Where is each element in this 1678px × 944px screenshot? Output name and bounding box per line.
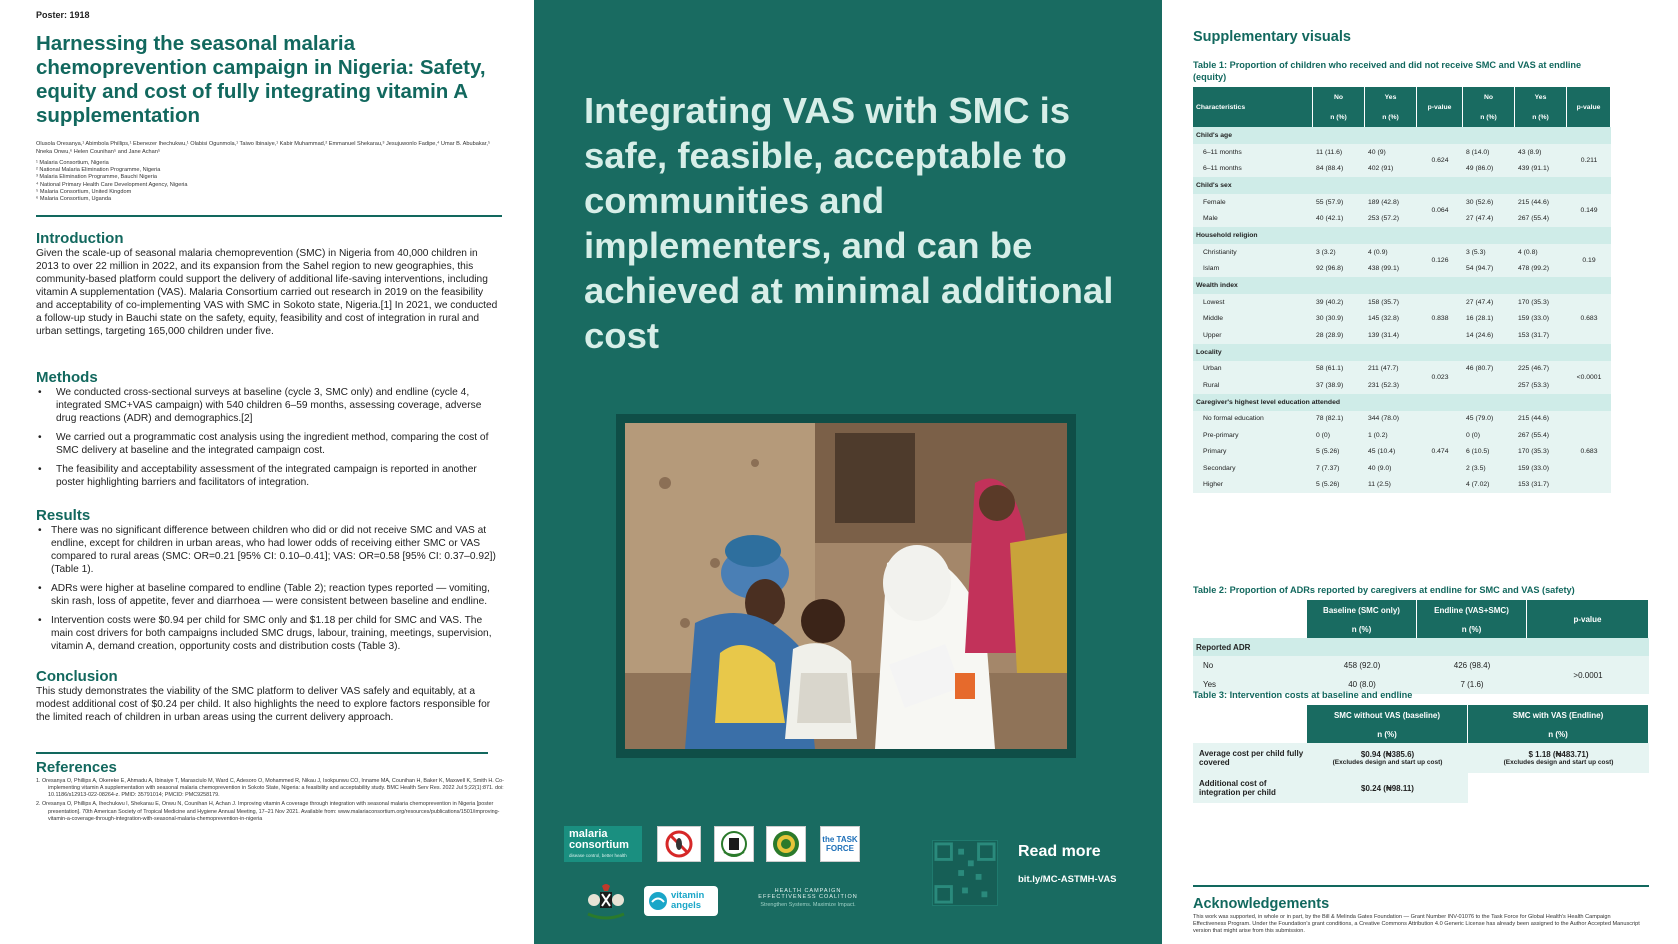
introduction-text: Given the scale-up of seasonal malaria chemoprevention (SMC) in Nigeria from 40,000 children in 2013 to over 22 million in 2022, and its expansion from the Sahel region to new geographies, this community-based platform could support the delivery of additional life-saving interventions, including vitamin A supplementation (VAS). Malaria Consortium carried out research in 2019 on the feasibility and acceptability of co-implementing VAS with SMC in Sokoto state, Nigeria.[1] In 2021, we conducted a follow-up study in Bauchi state on the safety, equity, feasibility and cost of integration in rural and urban settings, targeting 165,000 children under five.: [36, 248, 498, 338]
qr-code[interactable]: [932, 840, 998, 906]
row-label: Upper: [1203, 331, 1222, 339]
table-cell: 58 (61.1): [1316, 365, 1344, 373]
table-cell: 159 (33.0): [1518, 464, 1549, 472]
equity-table-body: [1193, 127, 1611, 493]
affiliation: ³ Malaria Elimination Programme, Bauchi Nigeria: [36, 174, 157, 181]
table-row: [1193, 361, 1611, 378]
reference-list: [36, 778, 506, 823]
table-cell: 5 (5.26): [1316, 448, 1340, 456]
table-cell: 211 (47.7): [1368, 365, 1399, 373]
table-cell: 5 (5.26): [1316, 481, 1340, 489]
left-column: [0, 0, 534, 944]
table-cell: 231 (52.3): [1368, 381, 1399, 389]
affiliation: ⁴ National Primary Health Care Development Agency, Nigeria: [36, 181, 188, 188]
results-list: [36, 524, 506, 653]
table-row: [1193, 327, 1611, 344]
row-label: Middle: [1203, 315, 1224, 323]
malaria-consortium-logo: malaria consortium disease control, better health: [564, 826, 642, 862]
table-cell: 46 (80.7): [1466, 365, 1494, 373]
col-subheader: n (%): [1365, 108, 1417, 127]
crest-icon: [720, 830, 748, 858]
results-item: • ADRs were higher at baseline compared to endline (Table 2); reaction types reported — vomiting, skin rash, loss of appetite, fever and diarrhoea — were consistent between baseline and endline.: [36, 582, 506, 608]
col-header: p-value: [1527, 600, 1649, 638]
nphcda-logo: [766, 826, 806, 862]
table-cell: 30 (52.6): [1466, 198, 1494, 206]
p-value-cell: 0.19: [1582, 257, 1596, 264]
table-row: [1193, 311, 1611, 328]
table-cell: 78 (82.1): [1316, 415, 1344, 423]
table-cell: 30 (30.9): [1316, 315, 1344, 323]
table-cell: 49 (86.0): [1466, 165, 1494, 173]
row-label: Islam: [1203, 265, 1220, 273]
col-header: Yes: [1365, 87, 1417, 108]
task-force-logo: the TASK FORCE: [820, 826, 860, 862]
table-row: [1193, 411, 1611, 428]
row-label: Primary: [1203, 448, 1227, 456]
row-label: Male: [1203, 215, 1218, 223]
col-header: Yes: [1515, 87, 1567, 108]
table-cell: 426 (98.4): [1453, 661, 1491, 670]
table-row: [1193, 427, 1611, 444]
table-cell: 27 (47.4): [1466, 215, 1494, 223]
table-cell: 4 (7.02): [1466, 481, 1490, 489]
col-subheader: n (%): [1307, 725, 1468, 743]
table-cell: 153 (31.7): [1518, 331, 1549, 339]
key-message: Integrating VAS with SMC is safe, feasible, acceptable to communities and implementers, and can be achieved at minimal additional cost: [584, 90, 1114, 356]
table-cell: 0 (0): [1466, 431, 1480, 439]
table-row: [1193, 161, 1611, 178]
row-label: Pre-primary: [1203, 431, 1239, 439]
table-row: [1193, 294, 1611, 311]
col-subheader: n (%): [1417, 620, 1527, 638]
divider: [1193, 885, 1649, 887]
table-cell: 253 (57.2): [1368, 215, 1399, 223]
affiliation: ⁶ Malaria Consortium, Uganda: [36, 196, 112, 203]
group-label: Reported ADR: [1196, 642, 1251, 652]
table-row: [1193, 211, 1611, 228]
table-row: [1193, 477, 1611, 494]
supplementary-heading: Supplementary visuals: [1193, 29, 1351, 45]
row-label: Female: [1203, 198, 1226, 206]
references-heading: References: [36, 758, 117, 776]
no-malaria-logo: [657, 826, 701, 862]
table-cell: 170 (35.3): [1518, 298, 1549, 306]
group-row: [1193, 277, 1611, 294]
p-value-cell: 0.023: [1431, 373, 1449, 381]
table-cell: 92 (96.8): [1316, 265, 1344, 273]
group-row: [1193, 344, 1611, 361]
table-row: [1193, 144, 1611, 161]
table-cell: 267 (55.4): [1518, 431, 1549, 439]
table-cell: 458 (92.0): [1343, 661, 1381, 670]
affiliation: ¹ Malaria Consortium, Nigeria: [36, 160, 109, 166]
table-row: [1193, 194, 1611, 211]
methods-item: • The feasibility and acceptability assessment of the integrated campaign is reported in another poster highlighting barriers and facilitators of integration.: [36, 463, 504, 489]
col-subheader: n (%): [1313, 108, 1365, 127]
table-cell: 39 (40.2): [1316, 298, 1344, 306]
p-value-cell: 0.126: [1431, 257, 1449, 264]
blank-cell: [1193, 725, 1307, 743]
table-cell: 45 (10.4): [1368, 448, 1396, 456]
row-label: Average cost per child fully covered: [1199, 749, 1304, 767]
equity-table: [1193, 87, 1611, 493]
table-cell: 4 (0.8): [1518, 248, 1538, 256]
conclusion-text: This study demonstrates the viability of the SMC platform to deliver VAS safely and equitably, at a modest additional cost of $0.24 per child. It also highlights the need to explore factors responsible for the limited reach of children in urban areas using the current delivery approach.: [36, 686, 491, 724]
campaign-photo: [625, 423, 1067, 749]
safety-table: [1193, 600, 1649, 694]
table-cell: [1463, 377, 1515, 394]
col-header: No: [1463, 87, 1515, 108]
table-cell: 267 (55.4): [1518, 215, 1549, 223]
blank-cell: [1193, 705, 1307, 725]
blank-cell: [1193, 620, 1307, 638]
table-cell: 215 (44.6): [1518, 198, 1549, 206]
col-header: No: [1313, 87, 1365, 108]
table-cell: $0.24 (₦98.11): [1361, 783, 1414, 793]
row-label: 6–11 months: [1203, 148, 1242, 156]
col-subheader: n (%): [1515, 108, 1567, 127]
nigeria-crest-logo: [714, 826, 754, 862]
col-header: p-value: [1417, 87, 1463, 127]
table-row: [1193, 377, 1611, 394]
row-label: No formal education: [1203, 415, 1264, 423]
group-label: Child's sex: [1196, 182, 1232, 189]
author-list: Olusola Oresanya,¹ Abimbola Phillips,¹ Ebenezer Ihechukwu,¹ Olabisi Ogunmola,¹ Taiwo Ibinaiye,¹ Kabir Muhammad,² Emmanuel Shekarau,³ Jesujuwonlo Fadipe,⁴ Umar B. Abubakar,⁵ Nneka Onwu,⁶ Helen Counihan⁵ and Jane Achan⁵: [36, 141, 491, 155]
read-more-label: Read more: [1018, 843, 1101, 860]
p-value-cell: 0.838: [1431, 315, 1449, 323]
p-value-cell: 0.683: [1580, 315, 1598, 323]
table-cell: 55 (57.9): [1316, 198, 1344, 206]
table-cell: 7 (1.6): [1460, 680, 1484, 689]
table-cell: 344 (78.0): [1368, 415, 1399, 423]
row-label: Higher: [1203, 481, 1224, 489]
row-label: Lowest: [1203, 298, 1225, 306]
table-cell: 40 (9.0): [1368, 464, 1392, 472]
hcec-logo: HEALTH CAMPAIGN EFFECTIVENESS COALITION Strengthen Systems. Maximize Impact.: [758, 888, 858, 908]
group-label: Wealth index: [1196, 282, 1238, 289]
p-value-cell: 0.149: [1580, 207, 1598, 214]
col-header: Endline (VAS+SMC): [1417, 600, 1527, 620]
vitamin-angels-logo: vitamin angels: [644, 886, 718, 916]
table-cell: 402 (91): [1368, 165, 1394, 173]
col-subheader: n (%): [1463, 108, 1515, 127]
table-cell: 478 (99.2): [1518, 265, 1549, 273]
table-cell: 43 (8.9): [1518, 148, 1542, 156]
p-value-cell: 0.683: [1580, 448, 1598, 456]
row-label: Secondary: [1203, 464, 1236, 472]
angel-wings-icon: [648, 891, 668, 911]
table-cell: 139 (31.4): [1368, 331, 1399, 339]
table3-caption: Table 3: Intervention costs at baseline and endline: [1193, 690, 1413, 700]
group-label: Locality: [1196, 348, 1222, 356]
table-cell: 439 (91.1): [1518, 165, 1549, 173]
poster-title: Harnessing the seasonal malaria chemoprevention campaign in Nigeria: Safety, equity and cost of fully integrating vitamin A supplementation: [36, 32, 486, 127]
table-cell: $ 1.18 (₦483.71) (Excludes design and start up cost): [1503, 750, 1614, 766]
table-cell: $0.94 (₦385.6) (Excludes design and start up cost): [1332, 750, 1443, 766]
divider: [36, 752, 488, 754]
table-row: [1193, 261, 1611, 278]
p-value-cell: 0.211: [1580, 157, 1598, 164]
table-cell: 225 (46.7): [1518, 365, 1549, 373]
table-cell: 215 (44.6): [1518, 415, 1549, 423]
table-cell: 11 (2.5): [1368, 481, 1391, 489]
acknowledgements-text: This work was supported, in whole or in part, by the Bill & Melinda Gates Foundation — Grant Number INV-01076 to the Task Force for Global Health's Health Campaign Effectiveness Program. Under the Foundation's grant conditions, a Creative Commons Attribution 4.0 Generic License has already been assigned to the Author Accepted Manuscript version that might arise from this submission.: [1193, 914, 1640, 934]
row-label: 6–11 months: [1203, 165, 1242, 173]
table-cell: 27 (47.4): [1466, 298, 1494, 306]
key-message-panel: [534, 0, 1162, 944]
methods-list: [36, 386, 504, 489]
read-more-link[interactable]: bit.ly/MC-ASTMH-VAS: [1018, 874, 1117, 885]
poster-number: Poster: 1918: [36, 10, 90, 20]
row-label: Additional cost of integration per child: [1199, 779, 1276, 797]
col-header: SMC without VAS (baseline): [1307, 705, 1468, 725]
blank-cell: [1468, 773, 1649, 803]
table-row: [1193, 244, 1611, 261]
seal-icon: [771, 829, 801, 859]
table-cell: 170 (35.3): [1518, 448, 1549, 456]
group-label: Caregiver's highest level education attended: [1196, 398, 1341, 406]
p-value-cell: 0.474: [1431, 448, 1449, 456]
col-header: SMC with VAS (Endline): [1468, 705, 1649, 725]
table-cell: 11 (11.6): [1316, 148, 1343, 156]
blank-cell: [1193, 600, 1307, 620]
col-subheader: n (%): [1468, 725, 1649, 743]
table-cell: 45 (79.0): [1466, 415, 1494, 423]
affiliation: ² National Malaria Elimination Programme, Nigeria: [36, 167, 161, 174]
group-label: Child's age: [1196, 132, 1232, 139]
nigeria-coat-of-arms: [584, 882, 628, 924]
coat-of-arms-icon: [584, 882, 628, 924]
table-cell: 2 (3.5): [1466, 464, 1486, 472]
results-heading: Results: [36, 507, 91, 525]
conclusion-heading: Conclusion: [36, 668, 118, 686]
no-mosquito-icon: [664, 829, 694, 859]
table-cell: 153 (31.7): [1518, 481, 1549, 489]
table-cell: 40 (42.1): [1316, 215, 1344, 223]
row-label: No: [1203, 661, 1214, 670]
results-item: • There was no significant difference between children who did or did not receive SMC and VAS at endline, except for children in urban areas, who had lower odds of receiving either SMC or VAS compared to rural areas (SMC: OR=0.21 [95% CI: 0.10–0.41]; VAS: OR=0.58 [95% CI: 0.37–0.92]) (Table 1).: [36, 524, 506, 576]
table-cell: 159 (33.0): [1518, 315, 1549, 323]
table-cell: 145 (32.8): [1368, 315, 1399, 323]
row-label: Christianity: [1203, 248, 1237, 256]
affiliation: ⁵ Malaria Consortium, United Kingdom: [36, 188, 132, 195]
row-label: Yes: [1203, 680, 1217, 689]
table-cell: 40 (8.0): [1348, 680, 1376, 689]
p-value-cell: >0.0001: [1573, 670, 1603, 680]
methods-item: • We conducted cross-sectional surveys at baseline (cycle 3, SMC only) and endline (cycle 4, integrated SMC+VAS campaign) with 540 children 6–59 months, assessing coverage, adverse drug reactions (ADR) and demographics.[2]: [36, 386, 504, 425]
table2-caption: Table 2: Proportion of ADRs reported by caregivers at endline for SMC and VAS (safety): [1193, 585, 1575, 595]
group-label: Household religion: [1196, 232, 1258, 239]
p-value-cell: <0.0001: [1576, 373, 1602, 381]
col-header: Baseline (SMC only): [1307, 600, 1417, 620]
col-header: p-value: [1567, 87, 1611, 127]
photo-frame: [616, 414, 1076, 758]
methods-heading: Methods: [36, 369, 98, 387]
group-row: [1193, 227, 1611, 244]
right-column: [1162, 0, 1678, 944]
group-row: [1193, 394, 1611, 411]
table-cell: 28 (28.9): [1316, 331, 1344, 339]
table1-caption: Table 1: Proportion of children who received and did not receive SMC and VAS at endline (equity): [1193, 60, 1582, 82]
table-cell: 257 (53.3): [1518, 381, 1549, 389]
col-subheader: n (%): [1307, 620, 1417, 638]
p-value-cell: 0.624: [1431, 157, 1449, 164]
introduction-heading: Introduction: [36, 230, 124, 248]
reference-item: 2. Oresanya O, Phillips A, Ihechukwu I, Shekarau E, Onwu N, Counihan H, Achan J. Improving vitamin A coverage through integration with seasonal malaria chemoprevention in Nigeria [poster presentation]. 70th American Society of Tropical Medicine and Hygiene Annual Meeting, 17–21 Nov 2021. Available from: www.malariaconsortium.org/resources/publications/1501/improving-vitamin-a-coverage-through-integration-with-seasonal-malaria-chemoprevention-in-nigeria: [36, 801, 500, 822]
table-row: [1193, 444, 1611, 461]
partner-logos: [564, 826, 884, 936]
results-item: • Intervention costs were $0.94 per child for SMC only and $1.18 per child for SMC and VAS. The main cost drivers for both campaigns included SMC drugs, labour, training, meetings, supervision, vitamin A, demand creation, opportunity costs and distribution costs (Table 3).: [36, 614, 506, 653]
table-cell: 189 (42.8): [1368, 198, 1399, 206]
table-cell: 40 (9): [1368, 148, 1386, 156]
acknowledgements-heading: Acknowledgements: [1193, 896, 1330, 912]
table-cell: 3 (5.3): [1466, 248, 1486, 256]
table-cell: 3 (3.2): [1316, 248, 1336, 256]
cost-table: [1193, 705, 1649, 803]
table-cell: 438 (99.1): [1368, 265, 1399, 273]
table-cell: 84 (88.4): [1316, 165, 1344, 173]
col-header: Characteristics: [1193, 87, 1313, 127]
table-cell: 7 (7.37): [1316, 464, 1340, 472]
table-row: [1193, 460, 1611, 477]
affiliations: [36, 160, 502, 203]
table-cell: 54 (94.7): [1466, 265, 1494, 273]
p-value-cell: 0.064: [1431, 207, 1449, 214]
table-cell: 37 (38.9): [1316, 381, 1344, 389]
table-cell: 8 (14.0): [1466, 148, 1490, 156]
group-row: [1193, 177, 1611, 194]
table-cell: 6 (10.5): [1466, 448, 1490, 456]
table-cell: 158 (35.7): [1368, 298, 1399, 306]
methods-item: • We carried out a programmatic cost analysis using the ingredient method, comparing the cost of SMC delivery at baseline and the integrated campaign cost.: [36, 431, 504, 457]
row-label: Urban: [1203, 365, 1222, 373]
reference-item: 1. Oresanya O, Phillips A, Okereke E, Ahmadu A, Ibinaiye T, Marasciulo M, Ward C, Adesoro O, Mohammed R, Nikau J, Isokpunwu CO, Inname MA, Counihan H, Baker K, Maxwell K, Smith H. Co-implementing vitamin A supplementation with seasonal malaria chemoprevention in Sokoto State, Nigeria: a feasibility and acceptability study. BMC Health Serv Res. 2022 Jul 5;22(1):871. doi: 10.1186/s12913-022-08264-z. PMID: 35791014; PMCID: PMC9258179.: [36, 777, 504, 799]
table-cell: 4 (0.9): [1368, 248, 1388, 256]
table-cell: 1 (0.2): [1368, 431, 1388, 439]
table-cell: 14 (24.6): [1466, 331, 1494, 339]
table-cell: 0 (0): [1316, 431, 1330, 439]
group-row: [1193, 127, 1611, 144]
row-label: Rural: [1203, 381, 1220, 389]
divider: [36, 215, 502, 217]
table-cell: 16 (28.1): [1466, 315, 1494, 323]
